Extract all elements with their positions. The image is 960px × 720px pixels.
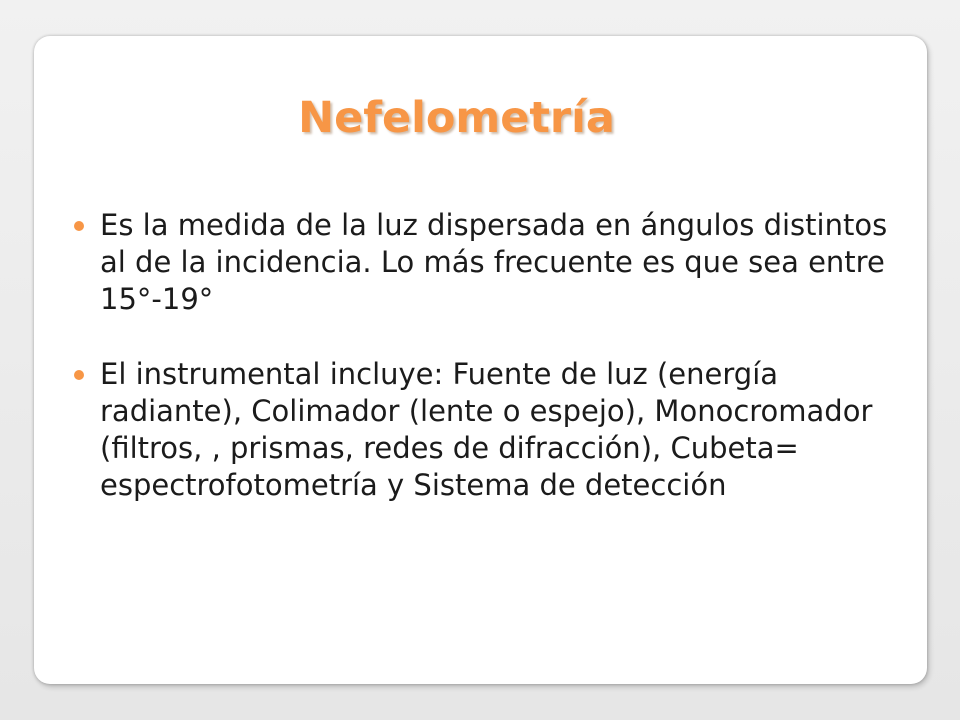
slide-card <box>34 36 927 684</box>
bullet-dot-icon <box>74 370 84 380</box>
slide-title: Nefelometría <box>298 93 615 143</box>
bullet-dot-icon <box>74 221 84 231</box>
bullet-list <box>100 207 910 504</box>
bullet-text-definition: Es la medida de la luz dispersada en ángulos distintos al de la incidencia. Lo más frecuente es que sea entre 15°-19° <box>100 208 888 316</box>
bullet-text-instrumentation: El instrumental incluye: Fuente de luz (energía radiante), Colimador (lente o espejo), Monocromador (filtros, , prismas, redes de difracción), Cubeta= espectrofotometría y Sistema de detección <box>100 357 873 502</box>
bullet-item-instrumentation <box>100 356 910 504</box>
bullet-item-definition <box>100 207 910 318</box>
